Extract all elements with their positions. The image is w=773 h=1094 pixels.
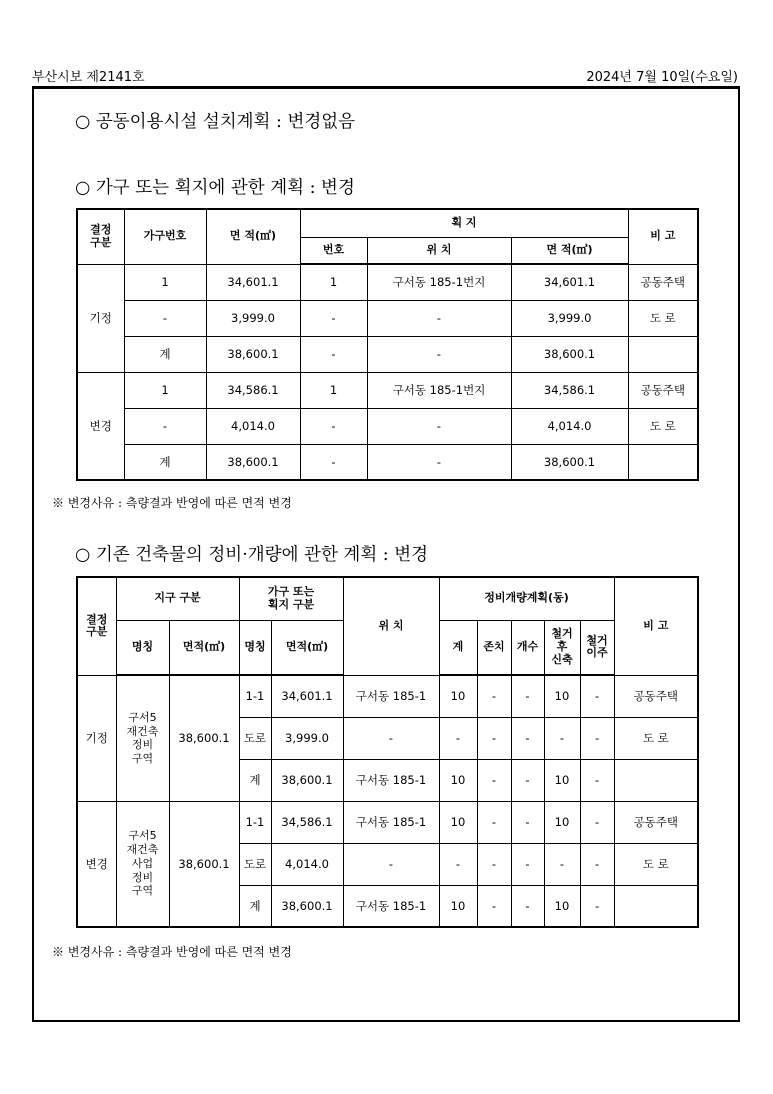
lot-plan-table: [76, 208, 699, 481]
district-area-cell: 38,600.1: [169, 675, 239, 801]
cell: 공동주택: [628, 372, 698, 408]
cell: 1-1: [239, 675, 271, 717]
cell: 공동주택: [614, 801, 698, 843]
cell: -: [580, 759, 614, 801]
section3-title: ○ 기존 건축물의 정비·개량에 관한 계획 : 변경: [75, 545, 429, 565]
district-name-cell: 구서5 재건축 사업 정비 구역: [116, 801, 169, 927]
cell: -: [580, 675, 614, 717]
cell: -: [343, 843, 439, 885]
cell: 도로: [239, 717, 271, 759]
cell: 10: [439, 759, 477, 801]
section1-title: ○ 공동이용시설 설치계획 : 변경없음: [75, 112, 356, 132]
cell: 10: [439, 801, 477, 843]
kind-cell: 기정: [77, 264, 124, 372]
col-block: 가구 또는 획지 구분: [239, 577, 343, 620]
col-kind: 결정 구분: [77, 577, 116, 675]
cell: 34,586.1: [271, 801, 343, 843]
cell: 34,601.1: [271, 675, 343, 717]
cell: -: [580, 801, 614, 843]
cell: 공동주택: [628, 264, 698, 300]
cell: [628, 336, 698, 372]
table-row: [77, 675, 698, 717]
col-area: 면 적(㎡): [206, 209, 300, 264]
cell: -: [477, 843, 511, 885]
cell: -: [580, 843, 614, 885]
cell: -: [300, 336, 367, 372]
cell: 1-1: [239, 801, 271, 843]
col-note: 비 고: [628, 209, 698, 264]
cell: 10: [544, 675, 580, 717]
cell: 38,600.1: [271, 759, 343, 801]
col-keep: 존치: [477, 620, 511, 675]
cell: -: [300, 300, 367, 336]
cell: 4,014.0: [206, 408, 300, 444]
col-repair: 개수: [511, 620, 544, 675]
col-lot: 획 지: [300, 209, 628, 237]
cell: [628, 444, 698, 480]
cell: 계: [239, 885, 271, 927]
cell: 도로: [239, 843, 271, 885]
cell: 10: [439, 675, 477, 717]
col-plan: 정비개량계획(동): [439, 577, 614, 620]
district-name-cell: 구서5 재건축 정비 구역: [116, 675, 169, 801]
cell: 38,600.1: [206, 336, 300, 372]
col-district: 지구 구분: [116, 577, 239, 620]
table-row: [77, 372, 698, 408]
cell: 1: [300, 264, 367, 300]
table-row: [77, 264, 698, 300]
cell: -: [477, 885, 511, 927]
cell: 38,600.1: [511, 444, 628, 480]
table-row: [77, 336, 698, 372]
cell: 10: [544, 885, 580, 927]
cell: -: [124, 408, 206, 444]
cell: 38,600.1: [511, 336, 628, 372]
cell: -: [124, 300, 206, 336]
cell: -: [511, 885, 544, 927]
col-district-area: 면적(㎡): [169, 620, 239, 675]
table-row: [77, 408, 698, 444]
cell: 10: [544, 759, 580, 801]
col-kind: 결정 구분: [77, 209, 124, 264]
cell: 3,999.0: [511, 300, 628, 336]
cell: -: [580, 885, 614, 927]
cell: 3,999.0: [206, 300, 300, 336]
cell: -: [477, 759, 511, 801]
cell: 34,601.1: [206, 264, 300, 300]
cell: -: [300, 444, 367, 480]
cell: -: [477, 675, 511, 717]
cell: 38,600.1: [271, 885, 343, 927]
cell: 구서동 185-1: [343, 801, 439, 843]
kind-cell: 기정: [77, 675, 116, 801]
district-area-cell: 38,600.1: [169, 801, 239, 927]
cell: 도 로: [628, 300, 698, 336]
cell: 도 로: [614, 843, 698, 885]
cell: -: [511, 759, 544, 801]
cell: -: [580, 717, 614, 759]
cell: -: [511, 801, 544, 843]
col-location: 위 치: [343, 577, 439, 675]
cell: -: [544, 717, 580, 759]
cell: 10: [544, 801, 580, 843]
building-plan-table: [76, 576, 699, 928]
cell: 구서동 185-1: [343, 675, 439, 717]
cell: -: [343, 717, 439, 759]
section2-title: ○ 가구 또는 획지에 관한 계획 : 변경: [75, 178, 355, 198]
cell: 34,586.1: [511, 372, 628, 408]
cell: 38,600.1: [206, 444, 300, 480]
table-row: [77, 300, 698, 336]
cell: 10: [439, 885, 477, 927]
cell: 계: [124, 336, 206, 372]
table-row: [77, 801, 698, 843]
col-lot-loc: 위 치: [367, 237, 511, 264]
col-total: 계: [439, 620, 477, 675]
col-block-name: 명칭: [239, 620, 271, 675]
col-lot-no: 번호: [300, 237, 367, 264]
cell: 4,014.0: [511, 408, 628, 444]
col-block-no: 가구번호: [124, 209, 206, 264]
col-rebuild: 철거 후 신축: [544, 620, 580, 675]
cell: 공동주택: [614, 675, 698, 717]
cell: 구서동 185-1: [343, 885, 439, 927]
gazette-issue: 부산시보 제2141호: [32, 70, 145, 85]
cell: 3,999.0: [271, 717, 343, 759]
col-block-area: 면적(㎡): [271, 620, 343, 675]
kind-cell: 변경: [77, 801, 116, 927]
cell: 구서동 185-1번지: [367, 264, 511, 300]
col-lot-area: 면 적(㎡): [511, 237, 628, 264]
cell: -: [367, 300, 511, 336]
section2-reason: ※ 변경사유 : 측량결과 반영에 따른 면적 변경: [52, 496, 292, 510]
cell: 도 로: [628, 408, 698, 444]
cell: [614, 759, 698, 801]
cell: 4,014.0: [271, 843, 343, 885]
table-row: [77, 444, 698, 480]
cell: -: [477, 717, 511, 759]
cell: -: [367, 408, 511, 444]
cell: -: [300, 408, 367, 444]
cell: 구서동 185-1: [343, 759, 439, 801]
cell: 구서동 185-1번지: [367, 372, 511, 408]
section3-reason: ※ 변경사유 : 측량결과 반영에 따른 면적 변경: [52, 945, 292, 959]
cell: -: [367, 336, 511, 372]
cell: -: [544, 843, 580, 885]
cell: -: [511, 843, 544, 885]
kind-cell: 변경: [77, 372, 124, 480]
cell: 1: [300, 372, 367, 408]
cell: 1: [124, 372, 206, 408]
cell: -: [367, 444, 511, 480]
cell: 도 로: [614, 717, 698, 759]
cell: 1: [124, 264, 206, 300]
cell: 계: [239, 759, 271, 801]
cell: -: [511, 675, 544, 717]
cell: -: [439, 717, 477, 759]
col-district-name: 명칭: [116, 620, 169, 675]
publication-date: 2024년 7월 10일(수요일): [586, 70, 738, 85]
cell: -: [477, 801, 511, 843]
col-relocate: 철거 이주: [580, 620, 614, 675]
cell: 34,601.1: [511, 264, 628, 300]
cell: [614, 885, 698, 927]
cell: 34,586.1: [206, 372, 300, 408]
cell: 계: [124, 444, 206, 480]
col-note: 비 고: [614, 577, 698, 675]
cell: -: [511, 717, 544, 759]
cell: -: [439, 843, 477, 885]
